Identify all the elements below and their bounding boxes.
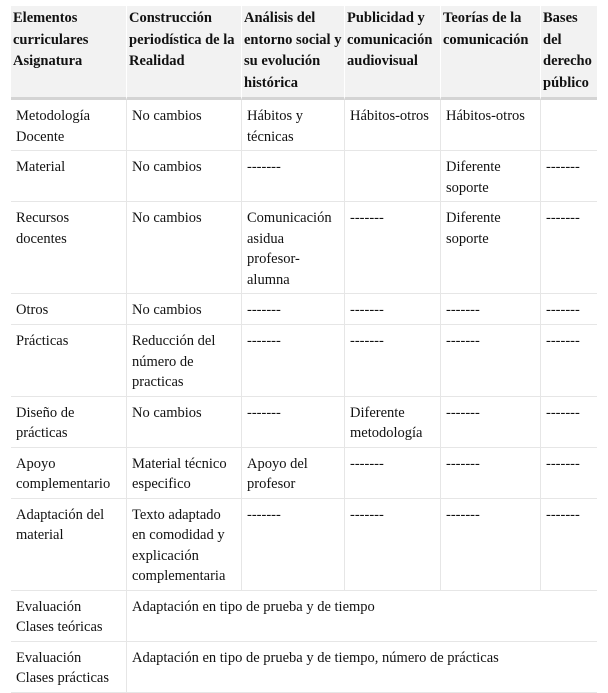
row-label: Evaluación Clases prácticas xyxy=(11,642,127,693)
table-body xyxy=(11,100,597,693)
table-row xyxy=(11,448,597,499)
table-cell: ------- xyxy=(345,294,441,325)
table-cell: Diferente soporte xyxy=(441,202,541,294)
table-row xyxy=(11,294,597,325)
header-cell-teorias: Teorías de la comunicación xyxy=(441,6,541,100)
table-cell: ------- xyxy=(242,294,345,325)
table-cell: ------- xyxy=(242,499,345,591)
table-cell: Hábitos y técnicas xyxy=(242,100,345,151)
table-cell: No cambios xyxy=(127,294,242,325)
table-cell: No cambios xyxy=(127,202,242,294)
table-cell: Hábitos-otros xyxy=(441,100,541,151)
table-row xyxy=(11,202,597,294)
table-cell: Texto adaptado en comodidad y explicación complementaria xyxy=(127,499,242,591)
table-cell: Diferente metodología xyxy=(345,397,441,448)
table-cell: ------- xyxy=(345,499,441,591)
header-cell-publicidad: Publicidad y comunicación audiovisual xyxy=(345,6,441,100)
row-label: Metodología Docente xyxy=(11,100,127,151)
row-label: Apoyo complementario xyxy=(11,448,127,499)
table-cell-merged: Adaptación en tipo de prueba y de tiempo xyxy=(127,591,597,642)
table-cell: ------- xyxy=(541,325,597,397)
table-cell: ------- xyxy=(345,325,441,397)
table-cell: ------- xyxy=(541,397,597,448)
table-cell: ------- xyxy=(541,448,597,499)
row-label: Otros xyxy=(11,294,127,325)
table-row xyxy=(11,397,597,448)
table-cell: ------- xyxy=(441,499,541,591)
header-cell-bases: Bases del derecho público xyxy=(541,6,597,100)
table-cell: ------- xyxy=(345,202,441,294)
curricular-adaptation-table xyxy=(11,6,597,693)
header-cell-elements: Elementos curriculares Asignatura xyxy=(11,6,127,100)
table-header xyxy=(11,6,597,100)
header-row xyxy=(11,6,597,100)
table-cell: Comunicación asidua profesor-alumna xyxy=(242,202,345,294)
table-cell: Diferente soporte xyxy=(441,151,541,202)
table-cell: Material técnico especifico xyxy=(127,448,242,499)
table-row xyxy=(11,151,597,202)
table-cell: No cambios xyxy=(127,151,242,202)
table-cell: ------- xyxy=(441,397,541,448)
table-row xyxy=(11,591,597,642)
row-label: Diseño de prácticas xyxy=(11,397,127,448)
table-row xyxy=(11,642,597,693)
table-row xyxy=(11,100,597,151)
table-row xyxy=(11,325,597,397)
table-cell: ------- xyxy=(242,397,345,448)
table-cell: Hábitos-otros xyxy=(345,100,441,151)
table-cell: ------- xyxy=(541,499,597,591)
table-cell: Apoyo del profesor xyxy=(242,448,345,499)
row-label: Recursos docentes xyxy=(11,202,127,294)
table-cell: No cambios xyxy=(127,100,242,151)
table-cell: ------- xyxy=(441,294,541,325)
table-cell: ------- xyxy=(541,294,597,325)
table-cell: ------- xyxy=(441,325,541,397)
table-cell: Reducción del número de practicas xyxy=(127,325,242,397)
row-label: Evaluación Clases teóricas xyxy=(11,591,127,642)
table-row xyxy=(11,499,597,591)
table-cell: ------- xyxy=(541,151,597,202)
table-cell: ------- xyxy=(242,325,345,397)
table-cell xyxy=(541,100,597,151)
row-label: Prácticas xyxy=(11,325,127,397)
header-cell-analisis: Análisis del entorno social y su evolución histórica xyxy=(242,6,345,100)
table-cell xyxy=(345,151,441,202)
row-label: Material xyxy=(11,151,127,202)
table-cell: ------- xyxy=(345,448,441,499)
table-cell: ------- xyxy=(541,202,597,294)
row-label: Adaptación del material xyxy=(11,499,127,591)
header-cell-construccion: Construcción periodística de la Realidad xyxy=(127,6,242,100)
table-cell: ------- xyxy=(242,151,345,202)
table-cell: No cambios xyxy=(127,397,242,448)
table-cell: ------- xyxy=(441,448,541,499)
table-cell-merged: Adaptación en tipo de prueba y de tiempo, número de prácticas xyxy=(127,642,597,693)
